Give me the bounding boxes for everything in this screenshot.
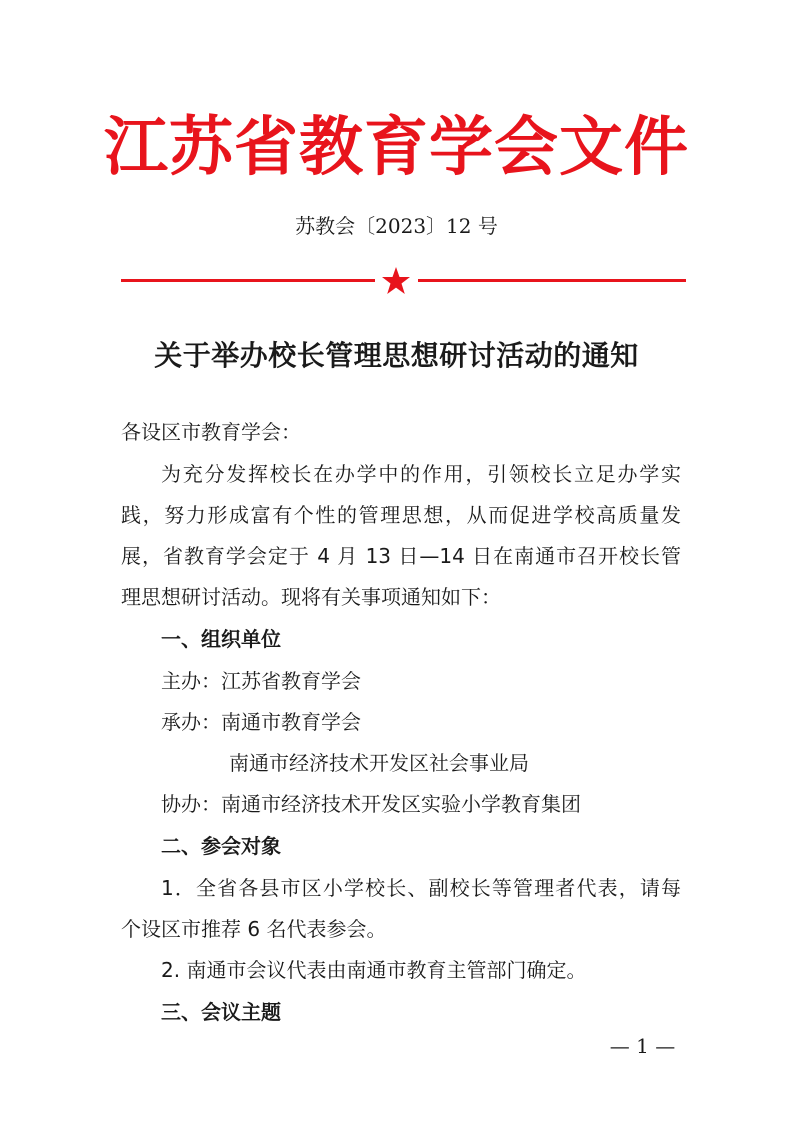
intro-line-1: 为充分发挥校长在办学中的作用，引领校长立足办学实	[161, 462, 681, 486]
document-header-title: 江苏省教育学会文件	[104, 110, 689, 185]
notice-title: 关于举办校长管理思想研讨活动的通知	[154, 339, 639, 372]
intro-line-4: 理思想研讨活动。现将有关事项通知如下：	[121, 585, 501, 609]
organizer-host: 主办：江苏省教育学会	[161, 669, 361, 693]
divider-line-left	[121, 279, 375, 282]
intro-line-2: 践，努力形成富有个性的管理思想，从而促进学校高质量发	[121, 503, 681, 527]
participants-line-1: 1．全省各县市区小学校长、副校长等管理者代表，请每	[161, 876, 681, 900]
organizer-undertaker: 承办：南通市教育学会	[161, 710, 361, 734]
organizer-undertaker-2: 南通市经济技术开发区社会事业局	[229, 751, 529, 775]
star-icon	[381, 266, 411, 296]
section-heading-participants: 二、参会对象	[161, 834, 281, 858]
star-shape	[382, 267, 410, 294]
divider-line-right	[418, 279, 686, 282]
page-number: — 1 —	[609, 1034, 676, 1058]
document-number: 苏教会〔2023〕12 号	[295, 214, 498, 238]
participants-line-3: 2. 南通市会议代表由南通市教育主管部门确定。	[161, 958, 587, 982]
participants-line-2: 个设区市推荐 6 名代表参会。	[121, 917, 387, 941]
section-heading-theme: 三、会议主题	[161, 1000, 281, 1024]
organizer-co-host: 协办：南通市经济技术开发区实验小学教育集团	[161, 792, 581, 816]
intro-line-3: 展，省教育学会定于 4 月 13 日—14 日在南通市召开校长管	[121, 544, 681, 568]
salutation: 各设区市教育学会：	[121, 420, 301, 444]
section-heading-organizers: 一、组织单位	[161, 627, 281, 651]
